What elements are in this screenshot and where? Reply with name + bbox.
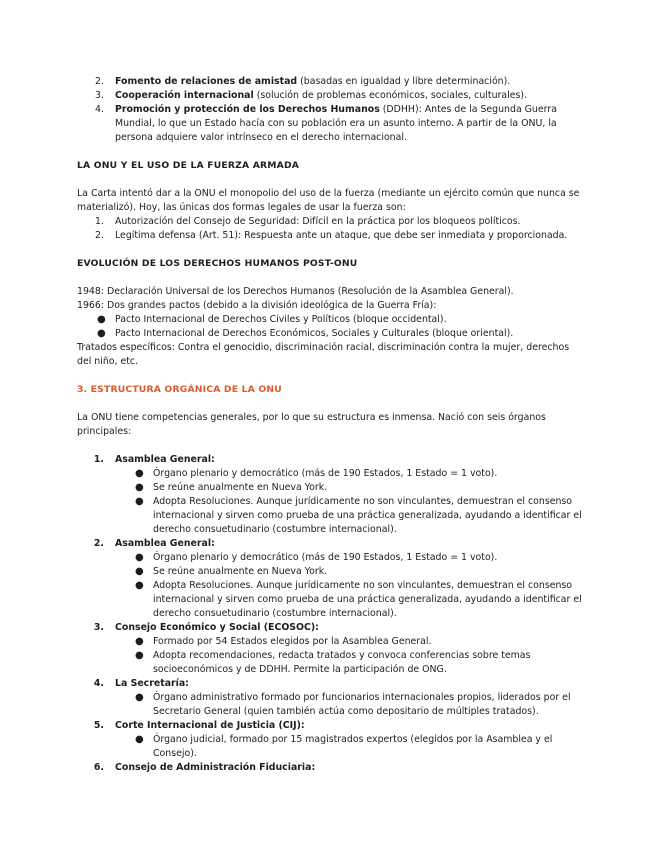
bullet-text: Órgano plenario y democrático (más de 190 Estados, 1 Estado = 1 voto). — [153, 552, 498, 563]
organ-title: Consejo de Administración Fiduciaria: — [115, 762, 316, 773]
bullet-icon: ● — [135, 636, 144, 647]
organ-number: 2. — [93, 538, 104, 549]
fuerza-list — [77, 215, 582, 243]
section-heading-fuerza: LA ONU Y EL USO DE LA FUERZA ARMADA — [77, 160, 300, 171]
pacts-list — [77, 313, 582, 341]
page-content — [77, 75, 582, 775]
item-text: (basadas en igualdad y libre determinación). — [297, 76, 511, 87]
bullet-icon: ● — [135, 580, 144, 591]
paragraph-estructura: La ONU tiene competencias generales, por lo que su estructura es inmensa. Nació con seis órganos principales: — [77, 412, 546, 437]
item-number: 1. — [95, 216, 104, 227]
paragraph-fuerza: La Carta intentó dar a la ONU el monopolio del uso de la fuerza (mediante un ejército común que nunca se materializó). Hoy, las únicas dos formas legales de usar la fuerza son: — [77, 188, 580, 213]
bullet-icon: ● — [97, 314, 106, 325]
organ-bullet — [77, 649, 582, 677]
organ-number: 3. — [93, 622, 104, 633]
organ-number: 1. — [93, 454, 104, 465]
item-text: (solución de problemas económicos, sociales, culturales). — [253, 90, 527, 101]
organ-item — [77, 761, 582, 775]
intro-item — [77, 75, 582, 89]
fuerza-item — [77, 215, 582, 229]
item-title: Promoción y protección de los Derechos Humanos — [115, 104, 380, 115]
bullet-icon: ● — [135, 468, 144, 479]
section-heading-ddhh: EVOLUCIÓN DE LOS DERECHOS HUMANOS POST-ONU — [77, 258, 358, 269]
bullet-icon: ● — [135, 552, 144, 563]
bullet-icon: ● — [135, 650, 144, 661]
bullet-text: Órgano plenario y democrático (más de 190 Estados, 1 Estado = 1 voto). — [153, 468, 498, 479]
organ-bullet — [77, 495, 582, 537]
item-number: 2. — [95, 230, 104, 241]
pact-item — [77, 313, 582, 327]
item-text: (DDHH): Antes de la Segunda Guerra Mundial, lo que un Estado hacía con su población era un asunto interno. A partir de la ONU, la persona adquiere valor intrínseco en el derecho internacional. — [115, 104, 557, 143]
bullet-icon: ● — [97, 328, 106, 339]
organ-title: Asamblea General: — [115, 538, 215, 549]
organ-bullet — [77, 551, 582, 565]
organ-bullet — [77, 565, 582, 579]
organ-bullet — [77, 733, 582, 761]
ddhh-1948: 1948: Declaración Universal de los Derechos Humanos (Resolución de la Asamblea General). — [77, 286, 514, 297]
bullet-icon: ● — [135, 496, 144, 507]
bullet-text: Se reúne anualmente en Nueva York. — [153, 566, 328, 577]
organ-item — [77, 453, 582, 537]
bullet-icon: ● — [135, 734, 144, 745]
intro-item — [77, 103, 582, 145]
bullet-text: Adopta Resoluciones. Aunque jurídicamente no son vinculantes, demuestran el consenso internacional y sirven como prueba de una práctica generalizada, ayudando a identificar el derecho consuetudinario (costumbre internacional). — [153, 580, 582, 619]
organ-bullet — [77, 481, 582, 495]
organ-bullet — [77, 467, 582, 481]
organ-item — [77, 537, 582, 621]
pact-text: Pacto Internacional de Derechos Económicos, Sociales y Culturales (bloque oriental). — [115, 328, 514, 339]
ddhh-tratados: Tratados específicos: Contra el genocidio, discriminación racial, discriminación contra la mujer, derechos del niño, etc. — [77, 342, 570, 367]
bullet-text: Órgano administrativo formado por funcionarios internacionales propios, liderados por el Secretario General (quien también actúa como depositario de múltiples tratados). — [153, 692, 571, 717]
organ-number: 5. — [93, 720, 104, 731]
item-number: 3. — [95, 90, 104, 101]
organ-item — [77, 677, 582, 719]
organ-item — [77, 719, 582, 761]
bullet-text: Formado por 54 Estados elegidos por la Asamblea General. — [153, 636, 432, 647]
item-number: 2. — [95, 76, 104, 87]
bullet-icon: ● — [135, 566, 144, 577]
item-text: Legítima defensa (Art. 51): Respuesta ante un ataque, que debe ser inmediata y proporcionada. — [115, 230, 568, 241]
bullet-text: Adopta Resoluciones. Aunque jurídicamente no son vinculantes, demuestran el consenso internacional y sirven como prueba de una práctica generalizada, ayudando a identificar el derecho consuetudinario (costumbre internacional). — [153, 496, 582, 535]
organs-list — [77, 453, 582, 775]
item-title: Cooperación internacional — [115, 90, 254, 101]
bullet-text: Órgano judicial, formado por 15 magistrados expertos (elegidos por la Asamblea y el Consejo). — [153, 734, 553, 759]
organ-title: Consejo Económico y Social (ECOSOC): — [115, 622, 319, 633]
organ-bullet — [77, 691, 582, 719]
item-title: Fomento de relaciones de amistad — [115, 76, 298, 87]
pact-text: Pacto Internacional de Derechos Civiles y Políticos (bloque occidental). — [115, 314, 447, 325]
organ-number: 4. — [93, 678, 104, 689]
bullet-text: Se reúne anualmente en Nueva York. — [153, 482, 328, 493]
organ-bullet — [77, 635, 582, 649]
intro-item — [77, 89, 582, 103]
bullet-text: Adopta recomendaciones, redacta tratados y convoca conferencias sobre temas socioeconómicos y de DDHH. Permite la participación de ONG. — [153, 650, 531, 675]
organ-title: La Secretaría: — [115, 678, 189, 689]
intro-list — [77, 75, 582, 145]
item-number: 4. — [95, 104, 104, 115]
organ-bullet — [77, 579, 582, 621]
organ-number: 6. — [93, 762, 104, 773]
organ-item — [77, 621, 582, 677]
bullet-icon: ● — [135, 692, 144, 703]
pact-item — [77, 327, 582, 341]
ddhh-1966: 1966: Dos grandes pactos (debido a la división ideológica de la Guerra Fría): — [77, 300, 437, 311]
organ-title: Corte Internacional de Justicia (CIJ): — [115, 720, 305, 731]
bullet-icon: ● — [135, 482, 144, 493]
fuerza-item — [77, 229, 582, 243]
organ-title: Asamblea General: — [115, 454, 215, 465]
item-text: Autorización del Consejo de Seguridad: Difícil en la práctica por los bloqueos políticos. — [115, 216, 521, 227]
section-heading-estructura: 3. ESTRUCTURA ORGÁNICA DE LA ONU — [77, 384, 282, 395]
